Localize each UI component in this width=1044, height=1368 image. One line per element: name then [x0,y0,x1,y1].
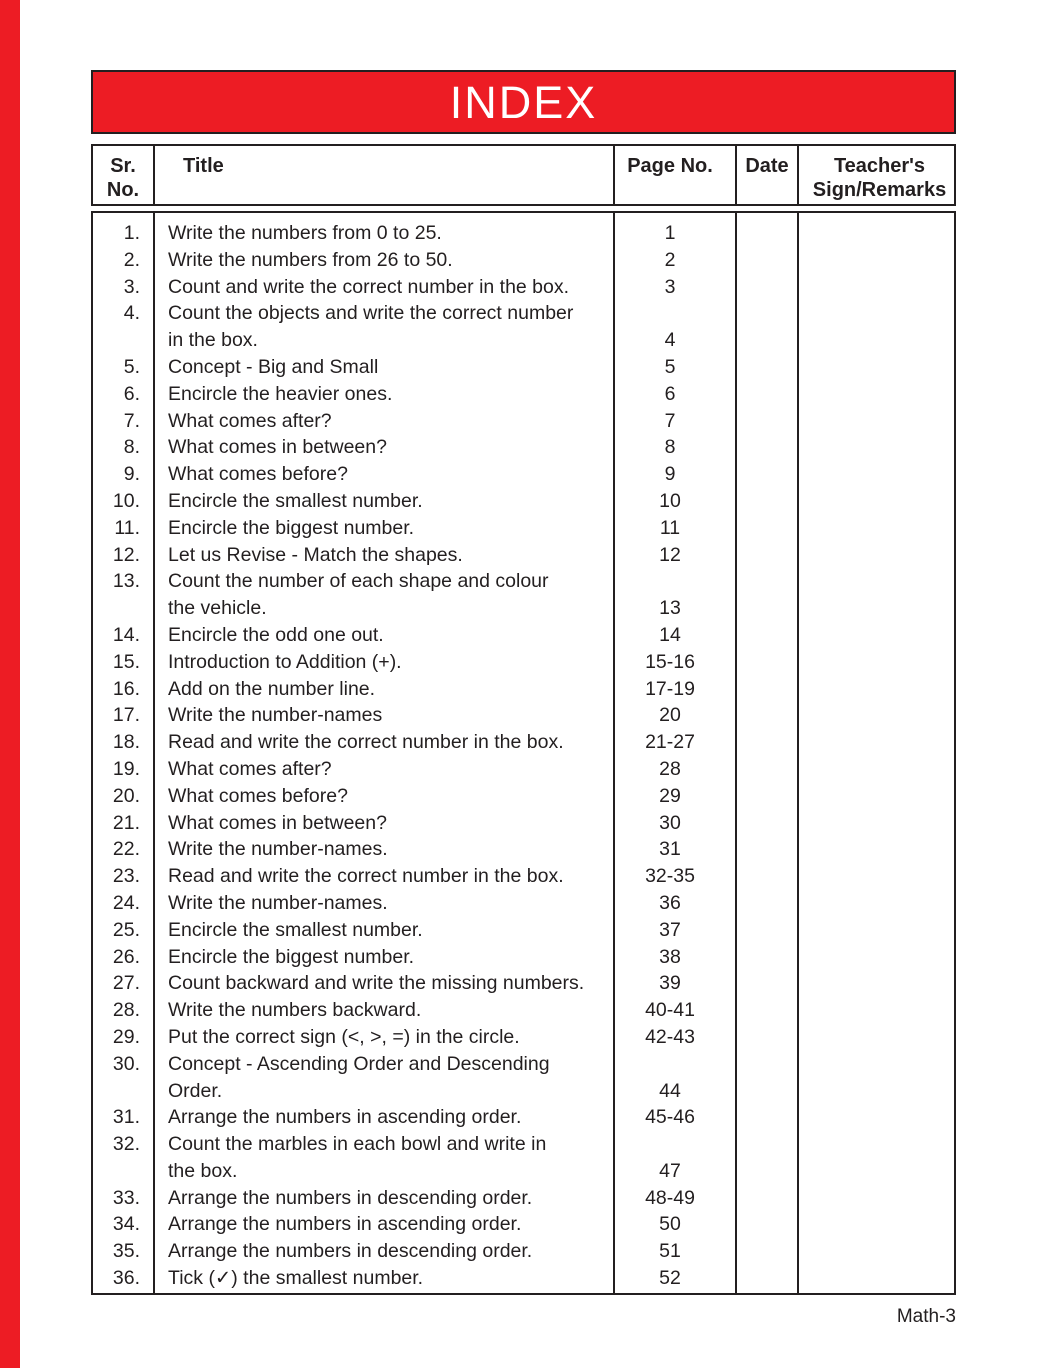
page-no-cell: 52 [659,1267,681,1290]
page-no-cell: 29 [659,784,681,807]
sr-cell: 18. [112,731,140,754]
sr-cell: 16. [112,677,140,700]
table-header-row [91,144,956,206]
page-no-cell: 8 [664,436,676,459]
page-no-cell: 21-27 [645,731,695,754]
page-no-cell: 51 [659,1240,681,1263]
page-no-cell [615,568,735,595]
sr-cell: 22. [112,838,140,861]
index-banner-title: INDEX [449,76,598,128]
header-title-label: Title [183,155,224,177]
title-line: Arrange the numbers in ascending order. [168,1106,522,1129]
header-cell-page-no [615,146,737,204]
title-line: in the box. [168,329,258,352]
title-line: Count the number of each shape and colour [168,570,549,593]
header-cell-sr-no [93,146,155,204]
page-no-cell: 48-49 [645,1186,695,1209]
sr-cell: 13. [112,570,140,593]
title-line: Concept - Ascending Order and Descending [168,1052,550,1075]
header-teacher-line2: Sign/Remarks [812,179,947,201]
page-no-cell: 5 [664,355,676,378]
page-no-cell: 40-41 [645,999,695,1022]
title-line: What comes before? [168,463,348,486]
page-no-cell: 10 [659,489,681,512]
title-line: Let us Revise - Match the shapes. [168,543,463,566]
title-line: What comes in between? [168,436,387,459]
title-line: Arrange the numbers in descending order. [168,1240,533,1263]
title-line: What comes after? [168,409,332,432]
title-line: Encircle the smallest number. [168,918,423,941]
page-no-cell: 7 [664,409,676,432]
title-line: Order. [168,1079,223,1102]
title-line: Write the number-names. [168,838,388,861]
page-no-cell: 17-19 [645,677,695,700]
sr-cell: 12. [112,543,140,566]
page-no-cell: 32-35 [645,865,695,888]
page-no-cell [615,300,735,327]
title-line: Count the marbles in each bowl and write in [168,1133,547,1156]
page-no-cell: 47 [659,1159,681,1182]
title-line: Add on the number line. [168,677,376,700]
toc-table-body [91,211,956,1295]
sr-cell: 2. [123,248,140,271]
sr-cell: 8. [123,436,140,459]
sr-cell: 5. [123,355,140,378]
header-date-label: Date [745,155,789,177]
page-no-cell [615,1131,735,1158]
sr-cell: 25. [112,918,140,941]
title-line: Encircle the biggest number. [168,516,415,539]
title-line: Write the numbers from 26 to 50. [168,248,453,271]
sr-cell: 11. [114,516,140,539]
sr-cell: 10. [112,489,140,512]
sr-cell: 30. [112,1052,140,1075]
title-line: Encircle the heavier ones. [168,382,393,405]
header-sr-line2: No. [106,179,140,201]
sr-cell: 36. [112,1267,140,1290]
title-line: Count the objects and write the correct number [168,302,574,325]
sr-cell: 9. [123,463,140,486]
title-line: Write the numbers from 0 to 25. [168,222,442,244]
page-no-cell: 50 [659,1213,681,1236]
page-no-cell: 4 [664,329,676,352]
sr-cell: 4. [123,302,140,325]
sr-no-column [93,213,155,1293]
sr-cell: 32. [112,1133,140,1156]
page-edge-tab [0,0,20,1368]
page-no-cell: 42-43 [645,1025,695,1048]
sr-cell: 24. [112,891,140,914]
sr-cell [93,1078,153,1105]
page-no-cell: 13 [659,597,681,620]
page-no-cell: 39 [659,972,681,995]
page-no-cell: 15-16 [645,650,695,673]
title-line: Tick (✓) the smallest number. [168,1267,424,1290]
sr-cell: 34. [112,1213,140,1236]
header-teacher-line1: Teacher's [833,155,926,177]
sr-cell: 31. [112,1106,140,1129]
sr-cell: 33. [112,1186,140,1209]
page-no-cell: 31 [659,838,681,861]
sr-cell: 17. [112,704,140,727]
page-no-cell: 6 [664,382,676,405]
page-no-cell: 20 [659,704,681,727]
page-no-cell: 37 [659,918,681,941]
title-line: Read and write the correct number in the box. [168,731,564,754]
sr-cell: 23. [112,865,140,888]
page-no-cell: 2 [664,248,676,271]
title-line: Concept - Big and Small [168,355,379,378]
sr-cell: 20. [112,784,140,807]
title-line: What comes in between? [168,811,387,834]
page-no-column [615,213,737,1293]
title-line: What comes before? [168,784,348,807]
header-sr-line1: Sr. [110,155,136,177]
index-banner [91,70,956,134]
page-footer-label: Math-3 [896,1306,956,1327]
sr-cell: 14. [112,623,140,646]
page-no-cell: 30 [659,811,681,834]
title-column [155,213,615,1293]
sr-cell: 21. [112,811,140,834]
page-no-cell: 45-46 [645,1106,695,1129]
title-line: Count and write the correct number in the box. [168,275,570,298]
title-line: Arrange the numbers in ascending order. [168,1213,522,1236]
header-page-label: Page No. [627,155,713,177]
title-line: Arrange the numbers in descending order. [168,1186,533,1209]
header-cell-title [155,146,615,204]
date-column [737,213,799,1293]
sr-cell: 7. [123,409,140,432]
sr-cell: 28. [112,999,140,1022]
page-no-cell: 1 [664,222,676,244]
page-no-cell [615,1051,735,1078]
sr-cell: 19. [112,757,140,780]
title-line: Read and write the correct number in the box. [168,865,564,888]
title-line: Write the number-names. [168,891,388,914]
title-line: What comes after? [168,757,332,780]
sr-cell: 15. [112,650,140,673]
page-no-cell: 28 [659,757,681,780]
sr-cell: 1. [123,222,140,244]
title-line: Encircle the odd one out. [168,623,384,646]
title-line: Introduction to Addition (+). [168,650,402,673]
sr-cell: 35. [112,1240,140,1263]
title-line: Encircle the smallest number. [168,489,423,512]
page-no-cell: 38 [659,945,681,968]
sr-cell [93,1158,153,1185]
sr-cell: 26. [112,945,140,968]
sr-cell: 6. [123,382,140,405]
sr-cell [93,595,153,622]
page-no-cell: 11 [659,516,681,539]
title-line: Write the number-names [168,704,383,727]
title-line: Encircle the biggest number. [168,945,415,968]
header-cell-date [737,146,799,204]
title-line: the box. [168,1159,238,1182]
page-no-cell: 14 [659,623,681,646]
page-no-cell: 9 [664,463,676,486]
title-line: the vehicle. [168,597,267,620]
page-no-cell: 44 [659,1079,681,1102]
title-line: Put the correct sign (<, >, =) in the circle. [168,1025,520,1048]
page-no-cell: 12 [659,543,681,566]
page-no-cell: 3 [664,275,676,298]
sr-cell [93,327,153,354]
title-line: Count backward and write the missing numbers. [168,972,585,995]
header-cell-teacher-sign [799,146,954,204]
teacher-sign-column [799,213,954,1293]
page-no-cell: 36 [659,891,681,914]
sr-cell: 29. [112,1025,140,1048]
sr-cell: 27. [112,972,140,995]
sr-cell: 3. [123,275,140,298]
title-line: Write the numbers backward. [168,999,422,1022]
